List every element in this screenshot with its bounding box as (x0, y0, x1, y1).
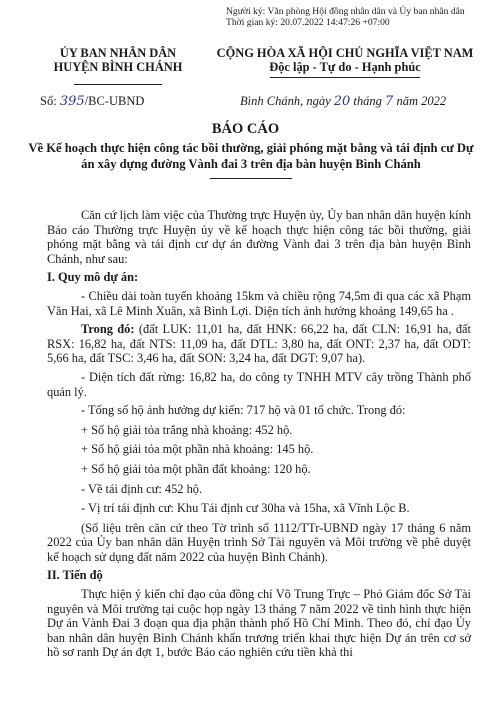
land-breakdown-label: Trong đó: (81, 322, 135, 337)
document-subtitle: Về Kế hoạch thực hiện công tác bồi thường, giải phóng mặt bằng và tái định cư Dự án xây dựng đường Vành đai 3 trên địa bàn huyện Bình Chánh (28, 141, 474, 171)
intro-paragraph: Căn cứ lịch làm việc của Thường trực Huyện ủy, Ủy ban nhân dân huyện kính Báo cáo Thường trực Huyện ủy về kế hoạch thực hiện công tác bồi thường, giải phóng mặt bằng và tái định cư dự án đường Vành đai 3 trên địa bàn huyện Bình Chánh, như sau: (47, 208, 471, 266)
date-mid: tháng (353, 94, 382, 108)
document-title: BÁO CÁO (211, 121, 280, 137)
issuing-organization (28, 46, 208, 88)
document-date (240, 94, 446, 109)
paragraph-full-clearance: + Số hộ giải tỏa trắng nhà khoảng: 452 hộ. (81, 422, 293, 437)
sign-time-line: Thời gian ký: 20.07.2022 14:47:26 +07:00 (226, 17, 390, 28)
paragraph-resettlement: - Về tái định cư: 452 hộ. (81, 481, 203, 496)
paragraph-progress: Thực hiện ý kiến chỉ đạo của đồng chí Võ Trung Trực – Phó Giám đốc Sở Tài nguyên và Môi trường tại cuộc họp ngày 13 tháng 7 năm 2022 về tình hình thực hiện Dự án Vành Đai 3 đoạn qua địa phận thành phố Hồ Chí Minh. Theo đó, chỉ đạo Ủy ban nhân dân huyện Bình Chánh khẩn trương triển khai thực hiện Dự án trên cơ sở hồ sơ ranh Dự án đợt 1, bước Báo cáo nghiên cứu tiền khả thi (47, 587, 471, 660)
paragraph-forest-land: - Diện tích đất rừng: 16,82 ha, do công ty TNHH MTV cây trồng Thành phố quản lý. (47, 369, 471, 399)
doc-no-prefix: Số: (40, 94, 57, 108)
land-breakdown-text: (đất LUK: 11,01 ha, đất HNK: 66,22 ha, đất CLN: 16,91 ha, đất RSX: 16,82 ha, đất NTS: 11,09 ha, đất DTL: 3,80 ha, đất ONT: 2,37 ha, đất ODT: 5,66 ha, đất TSC: 3,46 ha, đất SON: 3,24 ha, đất DGT: 9,07 ha). (47, 322, 472, 366)
date-month-handwritten: 7 (385, 94, 394, 109)
date-day-handwritten: 20 (333, 94, 351, 109)
paragraph-land-breakdown (47, 322, 471, 366)
doc-no-suffix: /BC-UBND (84, 94, 145, 108)
org-underline (74, 84, 162, 85)
doc-no-handwritten: 395 (59, 94, 85, 109)
nation-line-1: CỘNG HÒA XÃ HỘI CHỦ NGHĨA VIỆT NAM (216, 46, 474, 60)
paragraph-partial-house: + Số hộ giải tỏa một phần nhà khoảng: 145 hộ. (81, 442, 314, 457)
document-number (40, 94, 144, 109)
digital-signature-block (226, 6, 465, 28)
org-line-2: HUYỆN BÌNH CHÁNH (53, 60, 183, 74)
motto-underline (270, 77, 420, 78)
paragraph-source-note: (Số liệu trên căn cứ theo Tờ trình số 1112/TTr-UBND ngày 17 tháng 6 năm 2022 của Ủy ban nhân dân Huyện trình Sở Tài nguyên và Môi trường về phê duyệt kế hoạch sử dụng đất năm 2022 của huyện Bình Chánh). (47, 520, 471, 564)
section-heading-1: I. Quy mô dự án: (47, 270, 139, 285)
paragraph-partial-land: + Số hộ giải tỏa một phần đất khoảng: 120 hộ. (81, 461, 311, 476)
date-prefix: Bình Chánh, ngày (240, 94, 331, 108)
nation-line-2: Độc lập - Tự do - Hạnh phúc (269, 60, 421, 74)
paragraph-scope: - Chiều dài toàn tuyến khoảng 15km và chiều rộng 74,5m đi qua các xã Phạm Văn Hai, xã Lê Minh Xuân, xã Bình Lợi. Diện tích ảnh hưởng khoảng 149,65 ha . (47, 288, 471, 318)
section-heading-2: II. Tiến độ (47, 568, 103, 583)
date-suffix: năm 2022 (396, 94, 447, 108)
document-body (47, 208, 471, 664)
subtitle-underline (210, 178, 292, 179)
paragraph-households: - Tổng số hộ ảnh hưởng dự kiến: 717 hộ và 01 tổ chức. Trong đó: (81, 403, 406, 418)
org-line-1: ỦY BAN NHÂN DÂN (59, 46, 177, 60)
national-motto (210, 46, 480, 78)
paragraph-resettlement-location: - Vị trí tái định cư: Khu Tái định cư 30ha và 15ha, xã Vĩnh Lộc B. (81, 501, 410, 516)
signer-line: Người ký: Văn phòng Hội đồng nhân dân và Ủy ban nhân dân (226, 6, 465, 17)
